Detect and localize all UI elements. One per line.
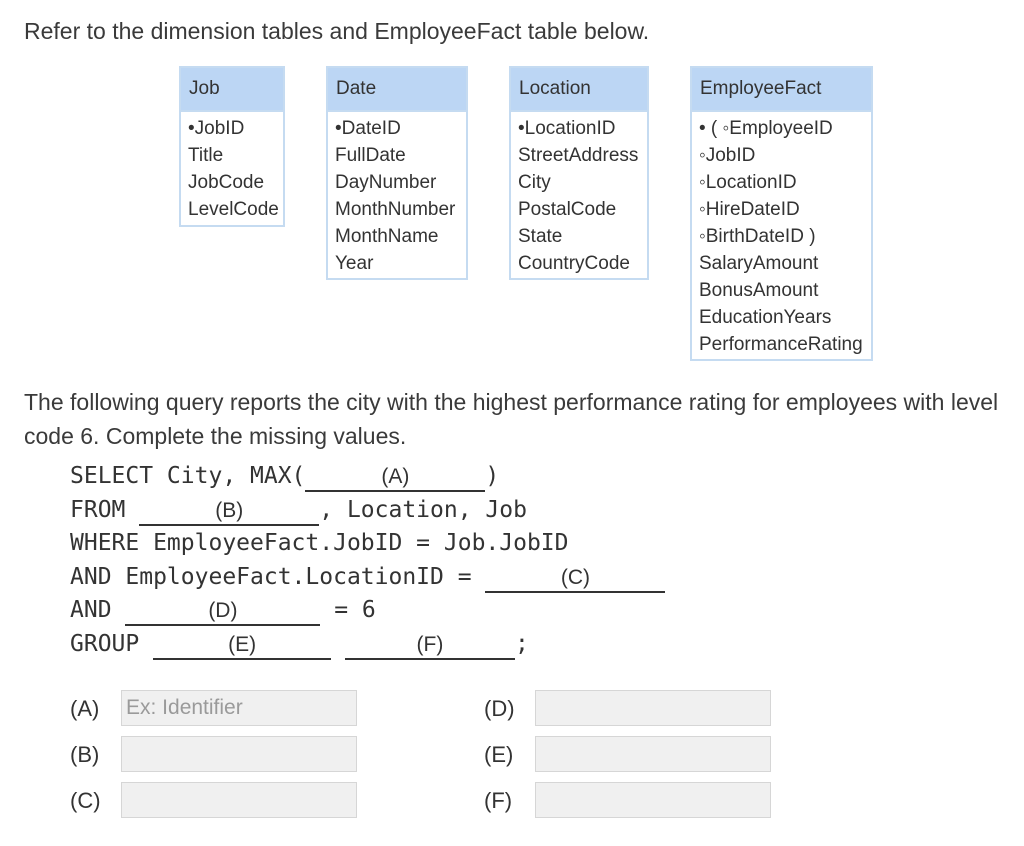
answer-label-e: (E) — [484, 742, 514, 767]
blank-a: (A) — [305, 464, 485, 492]
sql-group-text: GROUP — [70, 630, 154, 657]
table-row: ◦BirthDateID ) — [699, 226, 816, 247]
table-row: LevelCode — [188, 199, 279, 220]
date-table-header: Date — [328, 68, 466, 112]
sql-line-where — [70, 527, 665, 561]
blank-f: (F) — [345, 632, 515, 660]
table-row: ◦JobID — [699, 145, 756, 166]
table-row: City — [518, 172, 551, 193]
table-row: MonthName — [335, 226, 439, 247]
table-row: FullDate — [335, 145, 406, 166]
blank-c: (C) — [485, 565, 665, 593]
date-table — [326, 66, 468, 280]
location-table — [509, 66, 649, 280]
sql-and-location-text: AND EmployeeFact.LocationID = — [70, 563, 486, 590]
sql-from-text: FROM — [70, 496, 140, 523]
location-table-header: Location — [511, 68, 647, 112]
sql-line-and-level — [70, 594, 665, 628]
sql-line-and-location — [70, 561, 665, 595]
table-row: •JobID — [188, 118, 245, 139]
table-row: MonthNumber — [335, 199, 456, 220]
table-row: ◦HireDateID — [699, 199, 800, 220]
date-table-rows — [328, 112, 466, 281]
table-row: PerformanceRating — [699, 334, 863, 355]
answer-label-b: (B) — [70, 742, 100, 767]
blank-d: (D) — [125, 598, 320, 626]
sql-select-close: ) — [485, 463, 500, 489]
answer-input-e[interactable] — [535, 736, 771, 772]
sql-select-text: SELECT City, MAX( — [70, 463, 306, 489]
employeefact-table-rows — [692, 112, 871, 362]
answer-label-d: (D) — [484, 696, 515, 721]
job-table — [179, 66, 285, 227]
answer-input-b[interactable] — [121, 736, 357, 772]
table-row: CountryCode — [518, 253, 630, 274]
table-row: JobCode — [188, 172, 265, 193]
table-row: • ( ◦EmployeeID — [699, 118, 833, 139]
answer-label-a: (A) — [70, 696, 100, 721]
sql-semicolon: ; — [514, 630, 529, 657]
table-row: EducationYears — [699, 307, 832, 328]
table-row: BonusAmount — [699, 280, 819, 301]
table-row: •LocationID — [518, 118, 616, 139]
answer-input-f[interactable] — [535, 782, 771, 818]
employeefact-table-header: EmployeeFact — [692, 68, 871, 112]
sql-line-group — [70, 628, 665, 662]
table-row: Year — [335, 253, 374, 274]
sql-query — [70, 460, 665, 662]
sql-and-text: AND — [70, 597, 126, 624]
job-table-rows — [181, 112, 283, 227]
query-description: The following query reports the city with the highest performance rating for employees with level code 6. Complete the missing values. — [24, 389, 999, 449]
job-table-header: Job — [181, 68, 283, 112]
sql-equals-six: = 6 — [320, 597, 376, 624]
answer-input-a[interactable] — [121, 690, 357, 726]
employeefact-table — [690, 66, 873, 361]
blank-b: (B) — [139, 498, 319, 526]
sql-line-select — [70, 460, 665, 494]
table-row: StreetAddress — [518, 145, 639, 166]
intro-text: Refer to the dimension tables and EmployeeFact table below. — [24, 18, 650, 44]
blank-e: (E) — [153, 632, 331, 660]
sql-from-tables: , Location, Job — [319, 496, 527, 523]
table-row: Title — [188, 145, 224, 166]
table-row: •DateID — [335, 118, 401, 139]
answer-label-f: (F) — [484, 788, 513, 813]
answer-input-d[interactable] — [535, 690, 771, 726]
sql-line-from — [70, 494, 665, 528]
table-row: PostalCode — [518, 199, 617, 220]
answer-input-c[interactable] — [121, 782, 357, 818]
location-table-rows — [511, 112, 647, 281]
table-row: State — [518, 226, 563, 247]
table-row: ◦LocationID — [699, 172, 797, 193]
table-row: SalaryAmount — [699, 253, 819, 274]
sql-where-text: WHERE EmployeeFact.JobID = Job.JobID — [70, 530, 569, 557]
table-row: DayNumber — [335, 172, 437, 193]
answer-label-c: (C) — [70, 788, 101, 813]
